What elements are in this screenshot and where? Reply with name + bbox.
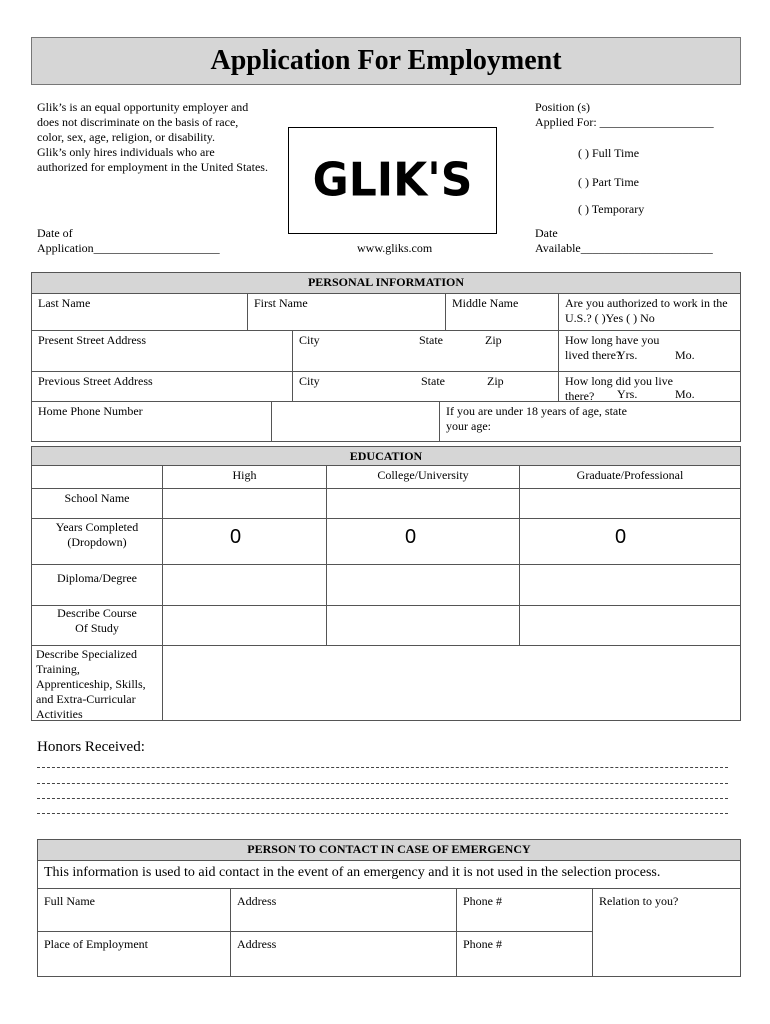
logo-text: GLIK'S	[312, 153, 473, 208]
company-logo	[288, 127, 497, 234]
intro-line: Glik’s only hires individuals who are	[37, 145, 215, 159]
personal-info-heading: PERSONAL INFORMATION	[31, 272, 741, 294]
honors-line[interactable]	[37, 767, 728, 768]
years-completed-label: Years Completed	[55, 520, 139, 534]
emergency-heading: PERSON TO CONTACT IN CASE OF EMERGENCY	[37, 839, 741, 861]
graduate-name-input[interactable]	[519, 488, 741, 519]
honors-line[interactable]	[37, 798, 728, 799]
under-18-age-field[interactable]: If you are under 18 years of age, state your age:	[439, 401, 741, 442]
emergency-employment-field[interactable]: Place of Employment	[37, 931, 231, 977]
honors-line[interactable]	[37, 813, 728, 814]
education-corner	[31, 465, 163, 489]
row-specialized: Describe Specialized Training, Apprenticeship, Skills, and Extra-Curricular Activities	[31, 645, 163, 721]
present-address-field[interactable]: Present Street Address	[31, 330, 293, 372]
row-diploma: Diploma/Degree	[31, 564, 163, 606]
date-of-label: Date of	[37, 226, 73, 240]
college-name-input[interactable]	[326, 488, 520, 519]
mo-label: Mo.	[675, 387, 695, 401]
zip-label: Zip	[485, 333, 502, 347]
of-study-label: Of Study	[75, 621, 119, 635]
website-link[interactable]: www.gliks.com	[357, 241, 433, 255]
honors-label: Honors Received:	[37, 739, 145, 755]
emergency-address-field[interactable]: Address	[230, 888, 457, 932]
first-name-field[interactable]: First Name	[247, 293, 446, 331]
present-city-state-zip[interactable]	[292, 330, 559, 372]
how-long-lived-label: How long have you lived there?	[565, 333, 660, 362]
state-label: State	[421, 374, 445, 388]
intro-line: Glik’s is an equal opportunity employer and	[37, 100, 249, 114]
home-phone-field[interactable]: Home Phone Number	[31, 401, 272, 442]
emergency-phone-field[interactable]: Phone #	[456, 888, 593, 932]
graduate-course-input[interactable]	[519, 605, 741, 646]
yrs-label: Yrs.	[617, 387, 638, 401]
city-label: City	[299, 374, 320, 388]
high-years-value: 0	[230, 526, 242, 548]
high-school-name-input[interactable]	[162, 488, 327, 519]
col-graduate: Graduate/Professional	[519, 465, 741, 489]
last-name-field[interactable]: Last Name	[31, 293, 248, 331]
date-of-application[interactable]	[37, 226, 220, 256]
row-years-completed	[31, 518, 163, 565]
high-course-input[interactable]	[162, 605, 327, 646]
specialized-input[interactable]	[162, 645, 741, 721]
intro-line: color, sex, age, religion, or disability.	[37, 130, 216, 144]
graduate-diploma-input[interactable]	[519, 564, 741, 606]
emergency-note: This information is used to aid contact in the event of an emergency and it is not used in the selection process.	[37, 860, 741, 889]
authorized-field[interactable]: Are you authorized to work in the U.S.? ( )Yes ( ) No	[558, 293, 741, 331]
college-years-value: 0	[405, 526, 417, 548]
date-available[interactable]	[535, 226, 713, 256]
emergency-employment-address-field[interactable]: Address	[230, 931, 457, 977]
zip-label: Zip	[487, 374, 504, 388]
intro-text	[37, 100, 297, 175]
position-applied-field[interactable]: Applied For: ___________________	[535, 115, 714, 129]
college-course-input[interactable]	[326, 605, 520, 646]
available-date-field[interactable]: Available______________________	[535, 241, 713, 255]
city-label: City	[299, 333, 320, 347]
college-years-dropdown[interactable]	[326, 518, 520, 565]
high-years-dropdown[interactable]	[162, 518, 327, 565]
graduate-years-dropdown[interactable]	[519, 518, 741, 565]
emergency-employment-phone-field[interactable]: Phone #	[456, 931, 593, 977]
col-college: College/University	[326, 465, 520, 489]
intro-line: does not discriminate on the basis of race,	[37, 115, 239, 129]
how-long-lived-field[interactable]	[558, 330, 741, 372]
home-phone-input[interactable]	[271, 401, 440, 442]
emergency-full-name-field[interactable]: Full Name	[37, 888, 231, 932]
describe-course-label: Describe Course	[57, 606, 137, 620]
col-high: High	[162, 465, 327, 489]
middle-name-field[interactable]: Middle Name	[445, 293, 559, 331]
page-title: Application For Employment	[31, 37, 741, 85]
application-date-field[interactable]: Application_____________________	[37, 241, 220, 255]
education-heading: EDUCATION	[31, 446, 741, 466]
state-label: State	[419, 333, 443, 347]
mo-label: Mo.	[675, 348, 695, 362]
row-course	[31, 605, 163, 646]
high-diploma-input[interactable]	[162, 564, 327, 606]
date-label: Date	[535, 226, 558, 240]
option-temporary[interactable]: ( ) Temporary	[578, 202, 645, 216]
previous-address-field[interactable]: Previous Street Address	[31, 371, 293, 402]
honors-line[interactable]	[37, 783, 728, 784]
previous-city-state-zip[interactable]	[292, 371, 559, 402]
how-long-live-field[interactable]	[558, 371, 741, 402]
how-long-live-label: How long did you live there?	[565, 374, 673, 403]
option-part-time[interactable]: ( ) Part Time	[578, 175, 640, 189]
option-full-time[interactable]: ( ) Full Time	[578, 146, 640, 160]
position-applied	[535, 100, 745, 130]
dropdown-label: (Dropdown)	[67, 535, 127, 549]
yrs-label: Yrs.	[617, 348, 638, 362]
position-label: Position (s)	[535, 100, 591, 114]
graduate-years-value: 0	[615, 526, 627, 548]
emergency-relation-field[interactable]: Relation to you?	[592, 888, 741, 977]
intro-line: authorized for employment in the United States.	[37, 160, 268, 174]
row-school-name: School Name	[31, 488, 163, 519]
college-diploma-input[interactable]	[326, 564, 520, 606]
